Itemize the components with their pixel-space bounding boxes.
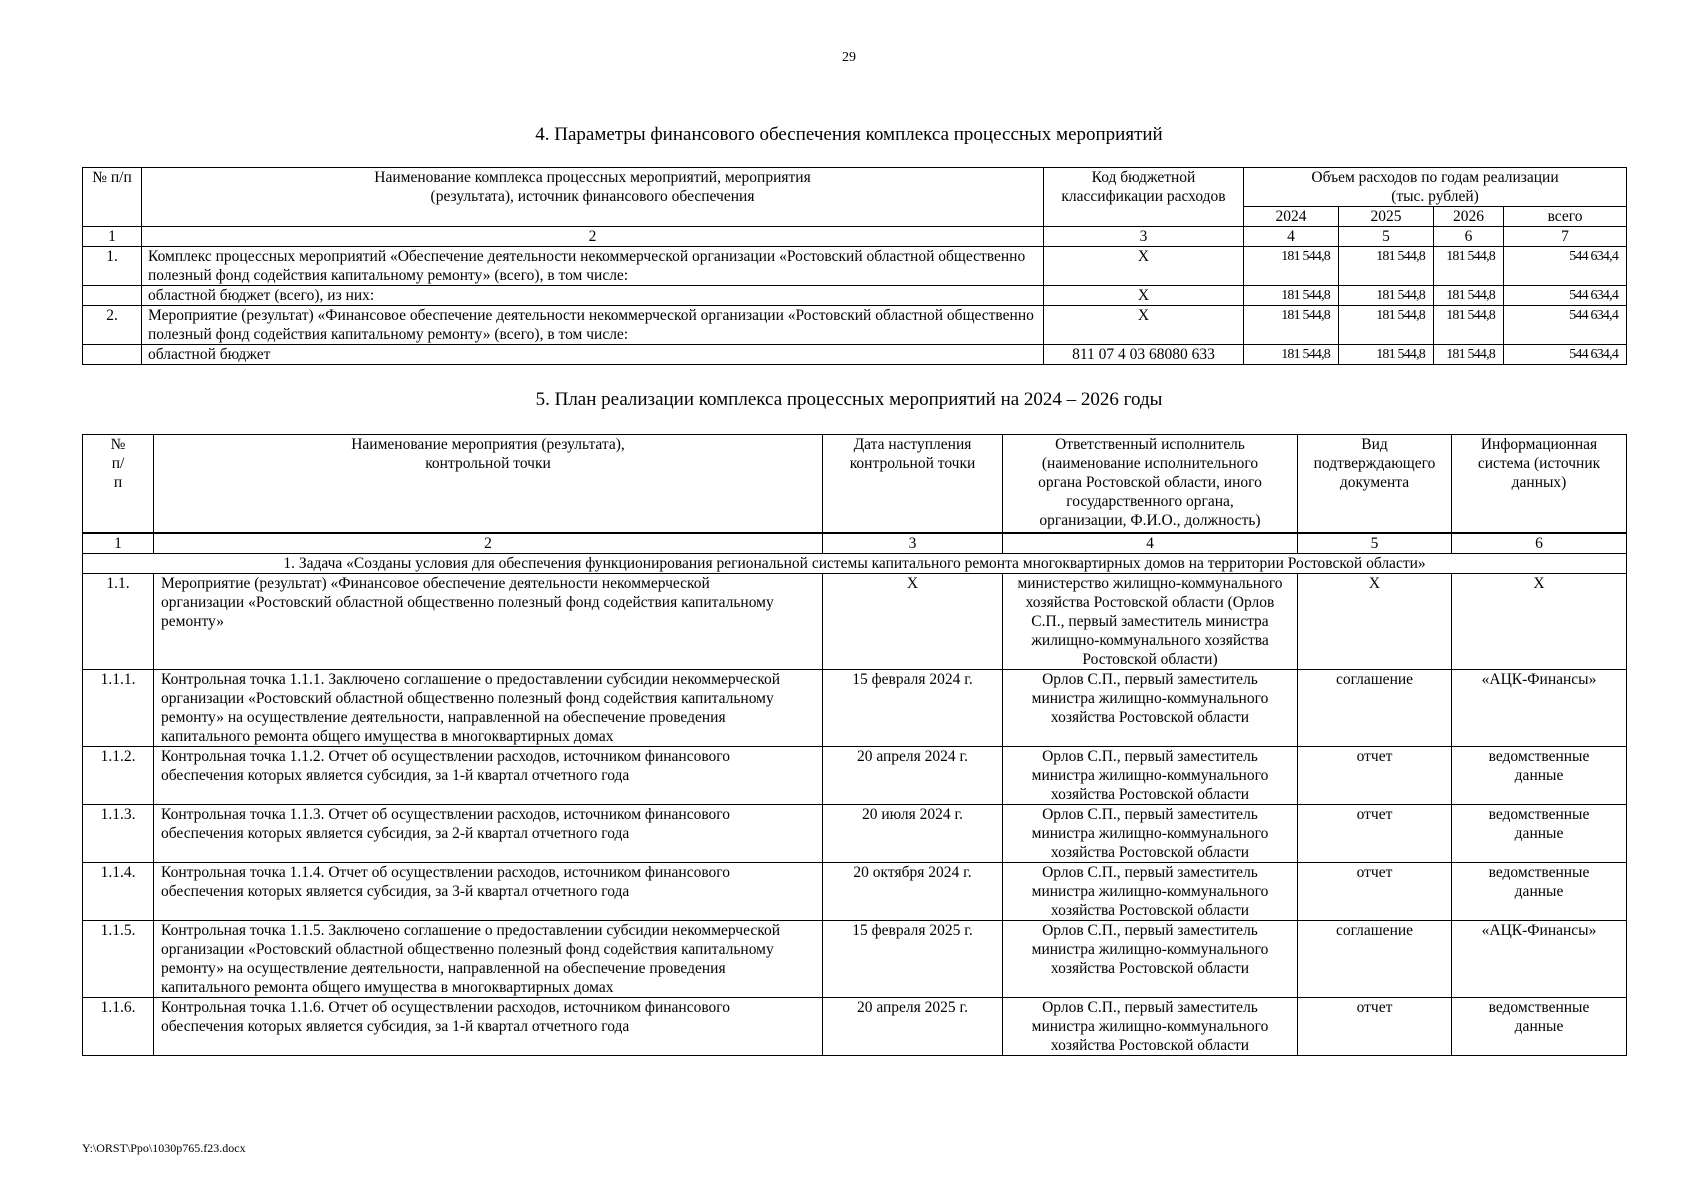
row-doc: соглашение xyxy=(1298,920,1452,997)
row-name: областной бюджет (всего), из них: xyxy=(142,286,1044,306)
row-system: ведомственные данные xyxy=(1452,804,1627,862)
row-num: 1.1.3. xyxy=(83,804,154,862)
row-2025: 181 544,8 xyxy=(1339,306,1434,345)
row-executor: Орлов С.П., первый заместитель министра жилищно-коммунального хозяйства Ростовской области xyxy=(1003,997,1298,1055)
header-num: № п/п xyxy=(83,168,142,227)
row-name: Контрольная точка 1.1.6. Отчет об осуществлении расходов, источником финансового обеспечения которых является субсидия, за 1-й квартал отчетного года xyxy=(154,997,823,1055)
index-cell: 1 xyxy=(83,227,142,247)
row-2025: 181 544,8 xyxy=(1339,286,1434,306)
row-2024: 181 544,8 xyxy=(1244,345,1339,365)
row-num: 1.1.6. xyxy=(83,997,154,1055)
row-code: Х xyxy=(1044,286,1244,306)
row-code: 811 07 4 03 68080 633 xyxy=(1044,345,1244,365)
row-doc: отчет xyxy=(1298,746,1452,804)
file-path-footer: Y:\ORST\Ppo\1030p765.f23.docx xyxy=(82,1141,246,1155)
task-row xyxy=(83,553,1627,573)
row-total: 544 634,4 xyxy=(1504,306,1627,345)
row-num: 1.1.2. xyxy=(83,746,154,804)
row-name: Контрольная точка 1.1.2. Отчет об осуществлении расходов, источником финансового обеспечения которых является субсидия, за 1-й квартал отчетного года xyxy=(154,746,823,804)
header-executor: Ответственный исполнитель (наименование исполнительного органа Ростовской области, иного государственного органа, организации, Ф.И.О., должность) xyxy=(1003,435,1298,533)
header-doc: Вид подтверждающего документа xyxy=(1298,435,1452,533)
index-cell: 7 xyxy=(1504,227,1627,247)
index-cell: 3 xyxy=(1044,227,1244,247)
index-cell: 5 xyxy=(1339,227,1434,247)
row-total: 544 634,4 xyxy=(1504,286,1627,306)
row-num: 2. xyxy=(83,306,142,345)
row-system: Х xyxy=(1452,573,1627,669)
row-2026: 181 544,8 xyxy=(1434,247,1504,286)
index-cell: 1 xyxy=(83,533,154,554)
row-2026: 181 544,8 xyxy=(1434,286,1504,306)
table-row xyxy=(83,997,1627,1055)
index-cell: 3 xyxy=(823,533,1003,554)
row-2026: 181 544,8 xyxy=(1434,306,1504,345)
table-row xyxy=(83,746,1627,804)
row-system: ведомственные данные xyxy=(1452,862,1627,920)
header-year-2024: 2024 xyxy=(1244,207,1339,227)
row-date: 20 апреля 2025 г. xyxy=(823,997,1003,1055)
row-num: 1.1. xyxy=(83,573,154,669)
index-cell: 4 xyxy=(1244,227,1339,247)
index-cell: 4 xyxy=(1003,533,1298,554)
header-code: Код бюджетной классификации расходов xyxy=(1044,168,1244,227)
index-cell: 2 xyxy=(154,533,823,554)
header-volume: Объем расходов по годам реализации (тыс. рублей) xyxy=(1244,168,1627,207)
row-2026: 181 544,8 xyxy=(1434,345,1504,365)
row-executor: министерство жилищно-коммунального хозяйства Ростовской области (Орлов С.П., первый заместитель министра жилищно-коммунального хозяйства Ростовской области) xyxy=(1003,573,1298,669)
row-name: Мероприятие (результат) «Финансовое обеспечение деятельности некоммерческой организации «Ростовский областной общественно полезный фонд содействия капитальному ремонту» xyxy=(154,573,823,669)
plan-table xyxy=(82,434,1627,1056)
header-year-2025: 2025 xyxy=(1339,207,1434,227)
section-4-title: 4. Параметры финансового обеспечения комплекса процессных мероприятий xyxy=(535,124,1163,145)
table-row xyxy=(83,573,1627,669)
table-row xyxy=(83,862,1627,920)
index-cell: 5 xyxy=(1298,533,1452,554)
row-num: 1.1.1. xyxy=(83,669,154,746)
row-2024: 181 544,8 xyxy=(1244,247,1339,286)
task-title: 1. Задача «Созданы условия для обеспечения функционирования региональной системы капитального ремонта многоквартирных домов на территории Ростовской области» xyxy=(83,553,1627,573)
header-num: № п/п xyxy=(83,435,154,533)
row-doc: отчет xyxy=(1298,997,1452,1055)
row-name: областной бюджет xyxy=(142,345,1044,365)
row-num xyxy=(83,286,142,306)
header-date: Дата наступления контрольной точки xyxy=(823,435,1003,533)
row-doc: отчет xyxy=(1298,862,1452,920)
row-date: Х xyxy=(823,573,1003,669)
header-name: Наименование комплекса процессных мероприятий, мероприятия (результата), источник финансового обеспечения xyxy=(142,168,1044,227)
row-executor: Орлов С.П., первый заместитель министра жилищно-коммунального хозяйства Ростовской области xyxy=(1003,669,1298,746)
row-executor: Орлов С.П., первый заместитель министра жилищно-коммунального хозяйства Ростовской области xyxy=(1003,920,1298,997)
header-name: Наименование мероприятия (результата), контрольной точки xyxy=(154,435,823,533)
header-year-2026: 2026 xyxy=(1434,207,1504,227)
row-2025: 181 544,8 xyxy=(1339,247,1434,286)
row-executor: Орлов С.П., первый заместитель министра жилищно-коммунального хозяйства Ростовской области xyxy=(1003,804,1298,862)
row-total: 544 634,4 xyxy=(1504,247,1627,286)
row-num xyxy=(83,345,142,365)
table-row xyxy=(83,920,1627,997)
header-total: всего xyxy=(1504,207,1627,227)
row-2025: 181 544,8 xyxy=(1339,345,1434,365)
row-system: ведомственные данные xyxy=(1452,997,1627,1055)
table-row xyxy=(83,247,1627,286)
table-row xyxy=(83,345,1627,365)
row-system: «АЦК-Финансы» xyxy=(1452,920,1627,997)
table-row xyxy=(83,306,1627,345)
table-row xyxy=(83,669,1627,746)
row-doc: Х xyxy=(1298,573,1452,669)
row-system: ведомственные данные xyxy=(1452,746,1627,804)
row-num: 1.1.5. xyxy=(83,920,154,997)
row-name: Комплекс процессных мероприятий «Обеспечение деятельности некоммерческой организации «Ростовский областной общественно полезный фонд содействия капитальному ремонту» (всего), в том числе: xyxy=(142,247,1044,286)
row-doc: соглашение xyxy=(1298,669,1452,746)
row-2024: 181 544,8 xyxy=(1244,306,1339,345)
row-name: Мероприятие (результат) «Финансовое обеспечение деятельности некоммерческой организации «Ростовский областной общественно полезный фонд содействия капитальному ремонту» (всего), в том числе: xyxy=(142,306,1044,345)
row-name: Контрольная точка 1.1.5. Заключено соглашение о предоставлении субсидии некоммерческой организации «Ростовский областной общественно полезный фонд содействия капитальному ремонту» на осуществление деятельности, направленной на обеспечение проведения капитального ремонта общего имущества в многоквартирных домах xyxy=(154,920,823,997)
table-header-row xyxy=(83,168,1627,207)
financing-table xyxy=(82,167,1627,365)
row-code: Х xyxy=(1044,247,1244,286)
table-row xyxy=(83,804,1627,862)
row-code: Х xyxy=(1044,306,1244,345)
section-5-title: 5. План реализации комплекса процессных мероприятий на 2024 – 2026 годы xyxy=(535,389,1163,410)
header-system: Информационная система (источник данных) xyxy=(1452,435,1627,533)
index-cell: 6 xyxy=(1434,227,1504,247)
row-name: Контрольная точка 1.1.3. Отчет об осуществлении расходов, источником финансового обеспечения которых является субсидия, за 2-й квартал отчетного года xyxy=(154,804,823,862)
page-number: 29 xyxy=(842,50,856,65)
row-executor: Орлов С.П., первый заместитель министра жилищно-коммунального хозяйства Ростовской области xyxy=(1003,746,1298,804)
row-date: 20 октября 2024 г. xyxy=(823,862,1003,920)
table-header-row xyxy=(83,435,1627,533)
index-cell: 6 xyxy=(1452,533,1627,554)
row-date: 15 февраля 2025 г. xyxy=(823,920,1003,997)
index-row xyxy=(83,533,1627,554)
row-num: 1.1.4. xyxy=(83,862,154,920)
index-cell: 2 xyxy=(142,227,1044,247)
row-doc: отчет xyxy=(1298,804,1452,862)
row-date: 20 июля 2024 г. xyxy=(823,804,1003,862)
row-date: 15 февраля 2024 г. xyxy=(823,669,1003,746)
row-system: «АЦК-Финансы» xyxy=(1452,669,1627,746)
index-row xyxy=(83,227,1627,247)
row-num: 1. xyxy=(83,247,142,286)
row-2024: 181 544,8 xyxy=(1244,286,1339,306)
row-date: 20 апреля 2024 г. xyxy=(823,746,1003,804)
row-total: 544 634,4 xyxy=(1504,345,1627,365)
row-name: Контрольная точка 1.1.4. Отчет об осуществлении расходов, источником финансового обеспечения которых является субсидия, за 3-й квартал отчетного года xyxy=(154,862,823,920)
table-row xyxy=(83,286,1627,306)
row-name: Контрольная точка 1.1.1. Заключено соглашение о предоставлении субсидии некоммерческой организации «Ростовский областной общественно полезный фонд содействия капитальному ремонту» на осуществление деятельности, направленной на обеспечение проведения капитального ремонта общего имущества в многоквартирных домах xyxy=(154,669,823,746)
row-executor: Орлов С.П., первый заместитель министра жилищно-коммунального хозяйства Ростовской области xyxy=(1003,862,1298,920)
